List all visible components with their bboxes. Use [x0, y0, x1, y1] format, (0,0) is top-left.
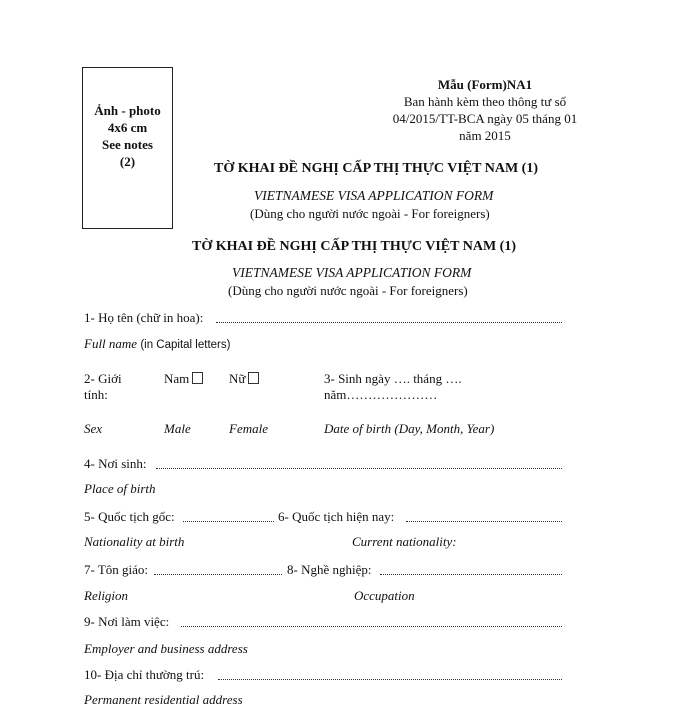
employer-label: 9- Nơi làm việc: [84, 614, 170, 629]
current-nationality-en: Current nationality: [352, 534, 457, 549]
nationality-at-birth-input-line[interactable] [183, 521, 274, 522]
current-nationality-input-line[interactable] [406, 521, 562, 522]
photo-box [82, 67, 173, 229]
nationality-at-birth-label: 5- Quốc tịch gốc: [84, 509, 175, 524]
title-note-2: (Dùng cho người nước ngoài - For foreigners) [228, 283, 468, 298]
occupation-input-line[interactable] [380, 574, 562, 575]
full-name-en-label [84, 336, 230, 352]
issued-line-3: năm 2015 [459, 128, 511, 143]
male-checkbox[interactable] [192, 372, 203, 384]
form-header [385, 76, 585, 144]
title-note-1: (Dùng cho người nước ngoài - For foreigners) [250, 206, 490, 221]
title-en-2: VIETNAMESE VISA APPLICATION FORM [232, 265, 472, 280]
female-label-vi: Nữ [229, 371, 246, 386]
dob-label-line-2: năm………………… [324, 387, 438, 402]
male-label-vi: Nam [164, 371, 190, 386]
issued-line-1: Ban hành kèm theo thông tư số [403, 94, 567, 109]
male-option[interactable] [164, 371, 203, 387]
permanent-address-label: 10- Địa chỉ thường trú: [84, 667, 205, 682]
title-en-1: VIETNAMESE VISA APPLICATION FORM [254, 188, 494, 203]
photo-line-2: 4x6 cm [107, 120, 148, 135]
place-of-birth-label: 4- Nơi sinh: [84, 456, 147, 471]
occupation-label: 8- Nghề nghiệp: [287, 562, 372, 577]
place-of-birth-input-line[interactable] [156, 468, 562, 469]
nationality-at-birth-en: Nationality at birth [84, 534, 185, 549]
employer-en: Employer and business address [84, 641, 248, 656]
issued-line-2: 04/2015/TT-BCA ngày 05 tháng 01 [392, 111, 578, 126]
permanent-address-en: Permanent residential address [84, 692, 243, 707]
dob-label-line-1: 3- Sinh ngày …. tháng …. [324, 371, 462, 386]
photo-instructions [83, 102, 172, 170]
religion-input-line[interactable] [154, 574, 282, 575]
full-name-label: 1- Họ tên (chữ in hoa): [84, 310, 204, 325]
dob-en: Date of birth (Day, Month, Year) [324, 421, 495, 436]
full-name-input-line[interactable] [216, 322, 562, 323]
religion-label: 7- Tôn giáo: [84, 562, 149, 577]
current-nationality-label: 6- Quốc tịch hiện nay: [278, 509, 395, 524]
sex-label-line-2: tính: [84, 387, 108, 402]
sex-label-line-1: 2- Giới [84, 371, 122, 386]
employer-input-line[interactable] [181, 626, 562, 627]
place-of-birth-en: Place of birth [84, 481, 156, 496]
female-en: Female [229, 421, 268, 436]
female-checkbox[interactable] [248, 372, 259, 384]
permanent-address-input-line[interactable] [218, 679, 562, 680]
male-en: Male [164, 421, 191, 436]
photo-line-3: See notes [102, 137, 153, 152]
female-option[interactable] [229, 371, 259, 387]
capital-letters-note: (in Capital letters) [140, 339, 231, 351]
title-vi-1: TỜ KHAI ĐỀ NGHỊ CẤP THỊ THỰC VIỆT NAM (1) [214, 161, 538, 176]
occupation-en: Occupation [354, 588, 415, 603]
religion-en: Religion [84, 588, 129, 603]
form-code: Mẫu (Form)NA1 [437, 77, 533, 92]
full-name-en: Full name [84, 336, 138, 351]
photo-line-4: (2) [119, 154, 136, 169]
sex-en: Sex [84, 421, 103, 436]
photo-line-1: Ảnh - photo [94, 103, 161, 118]
title-vi-2: TỜ KHAI ĐỀ NGHỊ CẤP THỊ THỰC VIỆT NAM (1) [192, 239, 516, 254]
